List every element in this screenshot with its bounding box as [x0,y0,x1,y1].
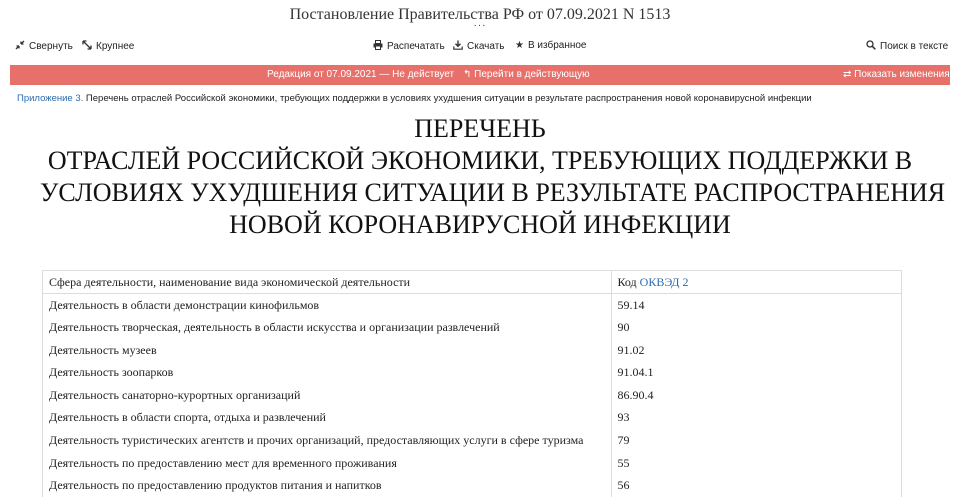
show-changes-link[interactable] [843,69,950,80]
list-heading [40,113,946,241]
okved-code: 93 [617,410,630,425]
swap-arrows-icon: ⇄ [843,69,855,80]
heading-line-4: НОВОЙ КОРОНАВИРУСНОЙ ИНФЕКЦИИ [229,210,731,239]
activity-name: Деятельность зоопарков [43,361,611,384]
header-code [611,271,901,294]
collapse-button[interactable] [15,40,73,53]
okved-code: 90 [617,319,630,334]
collapse-icon [15,40,25,53]
activity-name: Деятельность в области демонстрации кинофильмов [43,294,611,317]
okved-code: 56 [617,478,630,493]
print-label: Распечатать [387,41,445,52]
download-label: Скачать [467,41,505,52]
favorite-button[interactable] [515,40,587,51]
table-row [43,316,901,339]
search-icon [866,40,876,53]
favorite-label: В избранное [527,40,587,51]
document-title: Постановление Правительства РФ от 07.09.2021 N 1513 [289,6,671,23]
table-row [43,384,901,407]
print-button[interactable] [373,40,445,53]
search-label: Поиск в тексте [880,41,949,52]
industries-table [42,270,902,497]
download-button[interactable] [453,40,505,53]
breadcrumb-appendix-link[interactable]: Приложение 3. [17,93,84,104]
activity-name: Деятельность туристических агентств и прочих организаций, предоставляющих услуги в сфере туризма [43,429,611,452]
breadcrumb [17,93,812,104]
table-header-row [43,271,901,294]
heading-line-3: УСЛОВИЯХ УХУДШЕНИЯ СИТУАЦИИ В РЕЗУЛЬТАТЕ РАСПРОСТРАНЕНИЯ [40,178,946,207]
table-row [43,452,901,475]
activity-name: Деятельность в области спорта, отдыха и развлечений [43,407,611,430]
okved-code: 91.02 [617,342,645,357]
table-row [43,429,901,452]
breadcrumb-text: Перечень отраслей Российской экономики, требующих поддержки в условиях ухудшения ситуации в результате распространения новой коронавирусной инфекции [83,93,812,104]
collapse-label: Свернуть [29,41,73,52]
okved-code: 79 [617,432,630,447]
table-row [43,474,901,497]
heading-line-1: ПЕРЕЧЕНЬ [414,114,546,143]
activity-name: Деятельность по предоставлению мест для временного проживания [43,452,611,475]
star-icon: ★ [515,39,524,51]
edition-banner [10,65,950,85]
print-icon [373,40,383,53]
activity-name: Деятельность санаторно-курортных организаций [43,384,611,407]
more-indicator[interactable]: ··· [473,20,487,31]
okved-code: 86.90.4 [617,387,654,402]
heading-line-2: ОТРАСЛЕЙ РОССИЙСКОЙ ЭКОНОМИКИ, ТРЕБУЮЩИХ ПОДДЕРЖКИ В [47,146,913,175]
okved-link[interactable]: ОКВЭД 2 [639,274,689,289]
toolbar [0,40,960,56]
okved-code: 55 [617,455,630,470]
table-row [43,361,901,384]
table-row [43,294,901,317]
table-row [43,407,901,430]
edition-status: Редакция от 07.09.2021 — Не действует [267,69,455,80]
okved-code: 59.14 [617,297,645,312]
return-arrow-icon: ↰ [463,69,475,80]
zoom-in-button[interactable] [82,40,134,53]
search-in-text-button[interactable] [866,40,948,53]
zoom-in-label: Крупнее [96,41,135,52]
okved-code: 91.04.1 [617,365,654,380]
header-code-prefix: Код [617,274,640,289]
activity-name: Деятельность музеев [43,339,611,362]
show-changes-label: Показать изменения [854,69,950,80]
header-activity: Сфера деятельности, наименование вида экономической деятельности [43,271,611,294]
table-row [43,339,901,362]
activity-name: Деятельность творческая, деятельность в области искусства и организации развлечений [43,316,611,339]
activity-name: Деятельность по предоставлению продуктов питания и напитков [43,474,611,497]
zoom-in-icon [82,40,92,53]
download-icon [453,40,463,53]
goto-current-link[interactable] [463,69,590,80]
goto-current-label: Перейти в действующую [474,69,590,80]
